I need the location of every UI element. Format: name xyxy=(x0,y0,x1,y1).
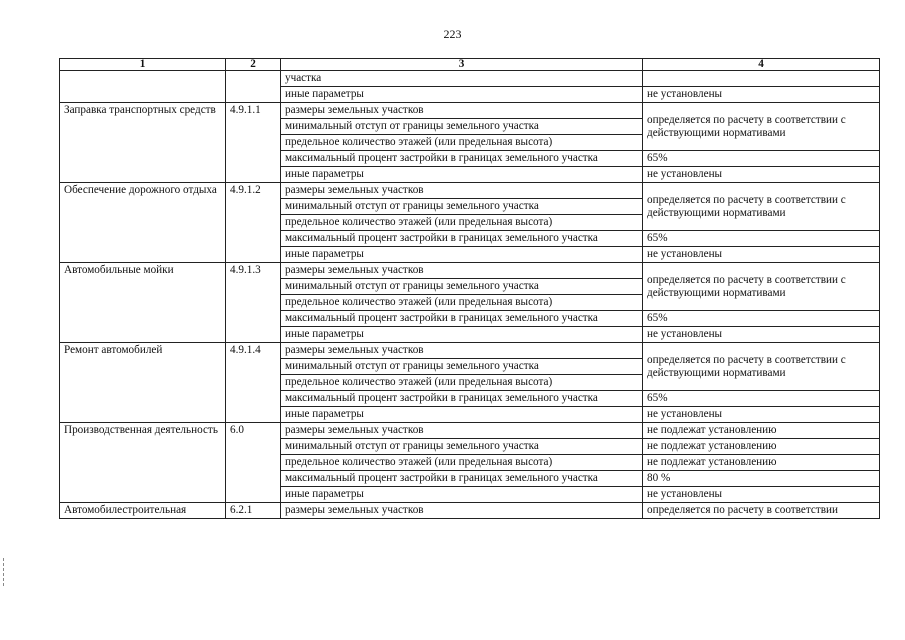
value-cell: 80 % xyxy=(643,471,880,487)
value-cell xyxy=(643,71,880,87)
parameter-cell: иные параметры xyxy=(281,407,643,423)
use-code-cell: 4.9.1.4 xyxy=(226,343,281,423)
parameter-cell: минимальный отступ от границы земельного участка xyxy=(281,279,643,295)
parameter-cell: максимальный процент застройки в границах земельного участка xyxy=(281,151,643,167)
parameter-cell: иные параметры xyxy=(281,167,643,183)
use-code-cell: 6.0 xyxy=(226,423,281,503)
regulation-table xyxy=(59,58,880,519)
use-name-cell: Производственная деятельность xyxy=(60,423,226,503)
table-row xyxy=(60,263,880,279)
table-row xyxy=(60,103,880,119)
table-row xyxy=(60,503,880,519)
parameter-cell: максимальный процент застройки в границах земельного участка xyxy=(281,391,643,407)
table-row xyxy=(60,71,880,87)
parameter-cell: предельное количество этажей (или предельная высота) xyxy=(281,135,643,151)
parameter-cell: минимальный отступ от границы земельного участка xyxy=(281,119,643,135)
parameter-cell: максимальный процент застройки в границах земельного участка xyxy=(281,311,643,327)
use-name-cell: Ремонт автомобилей xyxy=(60,343,226,423)
parameter-cell: иные параметры xyxy=(281,87,643,103)
value-cell: не подлежат установлению xyxy=(643,423,880,439)
parameter-cell: предельное количество этажей (или предельная высота) xyxy=(281,215,643,231)
use-name-cell: Заправка транспортных средств xyxy=(60,103,226,183)
binding-margin-mark xyxy=(3,558,6,586)
table-row xyxy=(60,183,880,199)
parameter-cell: размеры земельных участков xyxy=(281,103,643,119)
parameter-cell: предельное количество этажей (или предельная высота) xyxy=(281,455,643,471)
parameter-cell: минимальный отступ от границы земельного участка xyxy=(281,199,643,215)
parameter-cell: минимальный отступ от границы земельного участка xyxy=(281,439,643,455)
parameter-cell: предельное количество этажей (или предельная высота) xyxy=(281,295,643,311)
use-code-cell: 6.2.1 xyxy=(226,503,281,519)
value-cell: не установлены xyxy=(643,247,880,263)
parameter-cell: размеры земельных участков xyxy=(281,263,643,279)
value-cell: не подлежат установлению xyxy=(643,455,880,471)
value-cell: 65% xyxy=(643,231,880,247)
use-code-cell xyxy=(226,71,281,103)
col-header-3: 3 xyxy=(281,59,643,71)
value-cell: не установлены xyxy=(643,167,880,183)
page-number: 223 xyxy=(443,27,462,41)
parameter-cell: минимальный отступ от границы земельного участка xyxy=(281,359,643,375)
value-cell: определяется по расчету в соответствии с действующими нормативами xyxy=(643,103,880,151)
value-cell: не установлены xyxy=(643,407,880,423)
parameter-cell: иные параметры xyxy=(281,327,643,343)
parameter-cell: иные параметры xyxy=(281,487,643,503)
parameter-cell: максимальный процент застройки в границах земельного участка xyxy=(281,471,643,487)
table-row xyxy=(60,343,880,359)
use-code-cell: 4.9.1.2 xyxy=(226,183,281,263)
parameter-cell: максимальный процент застройки в границах земельного участка xyxy=(281,231,643,247)
parameter-cell: размеры земельных участков xyxy=(281,183,643,199)
use-name-cell xyxy=(60,71,226,103)
col-header-4: 4 xyxy=(643,59,880,71)
use-code-cell: 4.9.1.3 xyxy=(226,263,281,343)
value-cell: не подлежат установлению xyxy=(643,439,880,455)
value-cell: определяется по расчету в соответствии с действующими нормативами xyxy=(643,343,880,391)
parameter-cell: размеры земельных участков xyxy=(281,423,643,439)
value-cell: не установлены xyxy=(643,327,880,343)
use-code-cell: 4.9.1.1 xyxy=(226,103,281,183)
parameter-cell: размеры земельных участков xyxy=(281,503,643,519)
col-header-1: 1 xyxy=(60,59,226,71)
value-cell: 65% xyxy=(643,311,880,327)
col-header-2: 2 xyxy=(226,59,281,71)
parameter-cell: предельное количество этажей (или предельная высота) xyxy=(281,375,643,391)
value-cell: не установлены xyxy=(643,487,880,503)
use-name-cell: Обеспечение дорожного отдыха xyxy=(60,183,226,263)
use-name-cell: Автомобильные мойки xyxy=(60,263,226,343)
parameter-cell: участка xyxy=(281,71,643,87)
table-row xyxy=(60,423,880,439)
parameter-cell: размеры земельных участков xyxy=(281,343,643,359)
value-cell: не установлены xyxy=(643,87,880,103)
value-cell: определяется по расчету в соответствии xyxy=(643,503,880,519)
value-cell: определяется по расчету в соответствии с действующими нормативами xyxy=(643,183,880,231)
value-cell: 65% xyxy=(643,151,880,167)
parameter-cell: иные параметры xyxy=(281,247,643,263)
value-cell: определяется по расчету в соответствии с действующими нормативами xyxy=(643,263,880,311)
value-cell: 65% xyxy=(643,391,880,407)
table-header-row xyxy=(60,59,880,71)
use-name-cell: Автомобилестроительная xyxy=(60,503,226,519)
